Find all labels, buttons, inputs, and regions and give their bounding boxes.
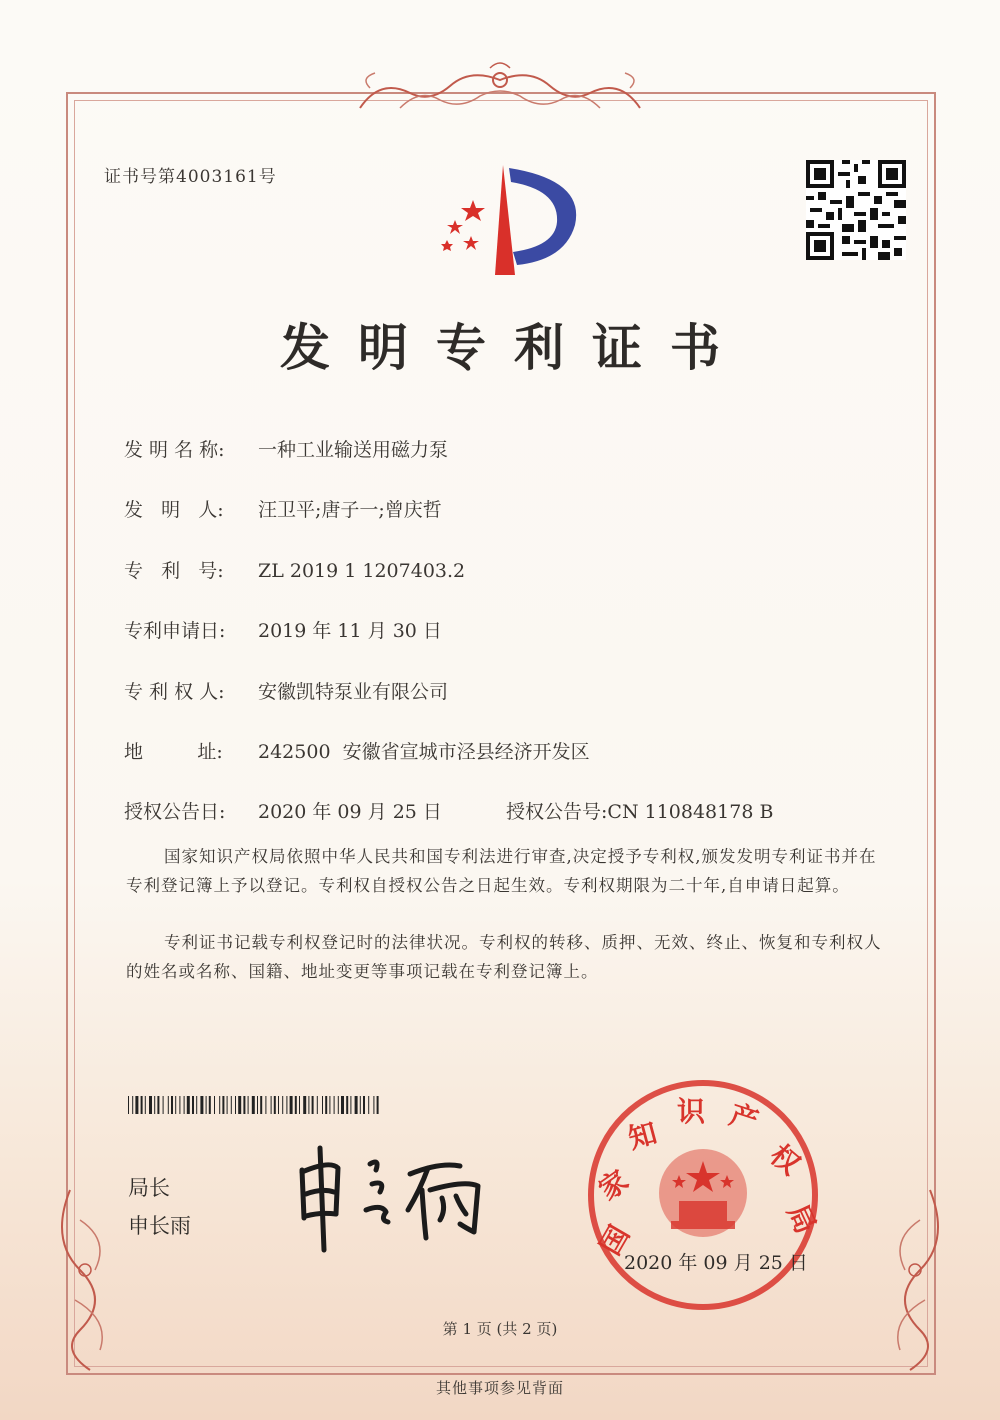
field-patentee <box>124 677 448 704</box>
patent-office-logo-icon <box>425 160 585 280</box>
field-label: 授权公告号: <box>506 801 608 823</box>
back-note: 其他事项参见背面 <box>435 1379 564 1397</box>
svg-text:权: 权 <box>763 1138 807 1182</box>
svg-text:局: 局 <box>780 1199 823 1239</box>
certificate-number: 证书号第4003161号 <box>104 167 277 187</box>
field-inventor <box>124 495 442 522</box>
field-value: CN 110848178 B <box>607 801 774 823</box>
seal-date: 2020 年 09 月 25 日 <box>624 1252 808 1274</box>
legal-paragraph-2: 专利证书记载专利权登记时的法律状况。专利权的转移、质押、无效、终止、恢复和专利权人的姓名或名称、国籍、地址变更等事项记载在专利登记簿上。 <box>126 933 882 981</box>
director-name: 申长雨 <box>128 1214 191 1238</box>
field-application-date <box>124 616 442 643</box>
field-announcement-number <box>506 797 773 824</box>
svg-text:国: 国 <box>593 1219 637 1261</box>
field-value: 一种工业输送用磁力泵 <box>258 439 449 461</box>
field-patent-number <box>124 556 465 583</box>
field-invention-name <box>124 435 448 462</box>
bottom-right-ornament <box>850 1180 960 1380</box>
field-value: ZL 2019 1 1207403.2 <box>258 560 466 582</box>
certificate-title: 发明专利证书 <box>280 318 748 377</box>
legal-paragraph-1: 国家知识产权局依照中华人民共和国专利法进行审查,决定授予专利权,颁发发明专利证书并在专利登记簿上予以登记。专利权自授权公告之日起生效。专利权期限为二十年,自申请日起算。 <box>126 847 877 895</box>
field-label: 授权公告日: <box>124 801 226 823</box>
page-info: 第 1 页 (共 2 页) <box>442 1320 558 1338</box>
svg-text:知: 知 <box>624 1116 661 1156</box>
svg-text:识: 识 <box>676 1095 706 1128</box>
field-value: 2020 年 09 月 25 日 <box>258 801 442 823</box>
field-value: 2019 年 11 月 30 日 <box>258 620 442 642</box>
top-ornament <box>340 58 660 118</box>
field-announcement-date <box>124 797 442 824</box>
field-label: 专利申请日: <box>124 620 226 642</box>
director-title: 局长 <box>128 1176 170 1200</box>
official-seal-icon <box>583 1075 823 1315</box>
field-value: 242500 安徽省宣城市泾县经济开发区 <box>258 741 590 763</box>
field-label: 专 利 权 人: <box>124 681 225 703</box>
field-value: 安徽凯特泵业有限公司 <box>258 681 449 703</box>
qr-code-icon <box>806 160 906 260</box>
field-label: 专 利 号: <box>124 560 224 582</box>
svg-text:家: 家 <box>592 1163 635 1207</box>
director-signature-icon <box>290 1140 520 1260</box>
field-label: 发 明 名 称: <box>124 439 225 461</box>
svg-text:产: 产 <box>725 1097 763 1138</box>
field-value: 汪卫平;唐子一;曾庆哲 <box>258 499 442 521</box>
field-address <box>124 737 590 764</box>
field-label: 发 明 人: <box>124 499 224 521</box>
field-label: 地 址: <box>124 741 223 763</box>
barcode-icon <box>128 1096 383 1114</box>
